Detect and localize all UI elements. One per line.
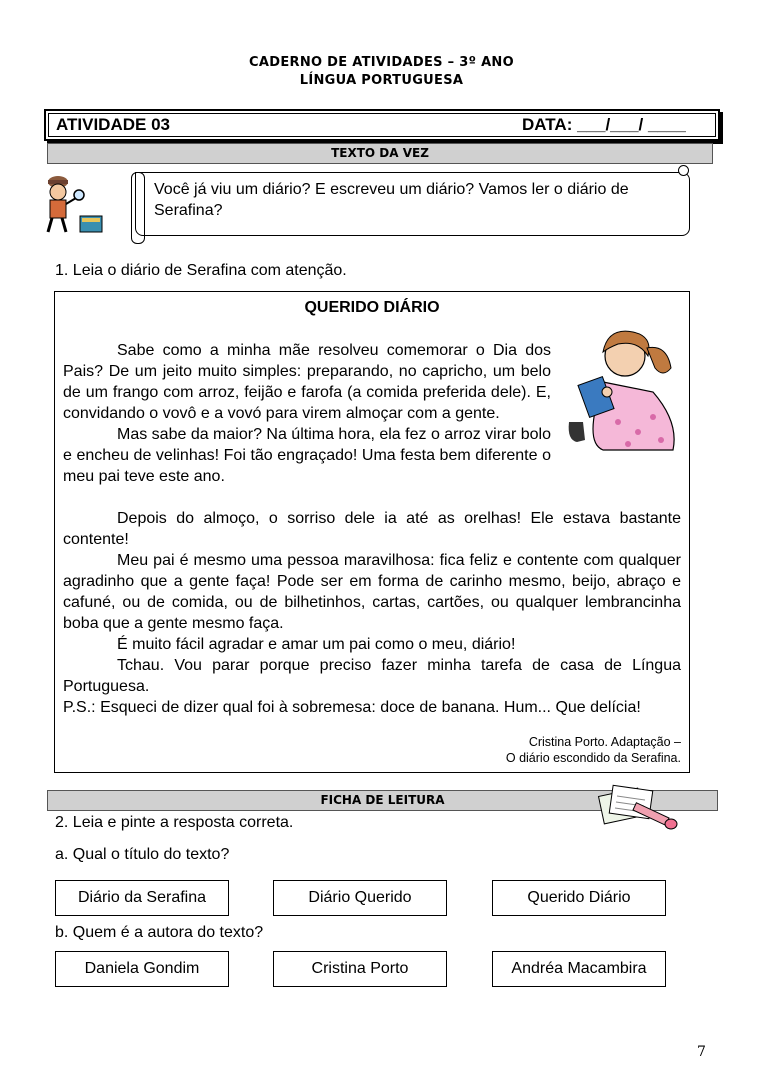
diary-paragraph-4: Meu pai é mesmo uma pessoa maravilhosa: fica feliz e contente com qualquer agradinho que a gente faça! Pode ser em forma de carinho mesmo, beijo, abraço e cafuné, ou de comida, ou de bilhetinhos, cartas, cartões, ou qualquer lembrancinha boba que a gente mesmo faça. [63, 552, 681, 632]
option-a1[interactable]: Diário da Serafina [55, 880, 229, 916]
section-band-texto-da-vez: TEXTO DA VEZ [47, 143, 713, 164]
attribution [281, 734, 681, 766]
girl-reading-illustration [563, 322, 681, 456]
option-a2[interactable]: Diário Querido [273, 880, 447, 916]
activity-box [44, 109, 720, 141]
attribution-line-2: O diário escondido da Serafina. [505, 751, 681, 765]
diary-paragraph-7: P.S.: Esqueci de dizer qual foi à sobremesa: doce de banana. Hum... Que delícia! [63, 699, 641, 716]
diary-text-box [54, 291, 690, 773]
intro-scroll [135, 172, 690, 236]
diary-title: QUERIDO DIÁRIO [304, 299, 440, 316]
page-number: 7 [697, 1044, 706, 1060]
booklet-title: CADERNO DE ATIVIDADES – 3º ANO [249, 55, 514, 70]
section-band-ficha-de-leitura: FICHA DE LEITURA [47, 790, 718, 811]
detective-illustration [38, 172, 106, 238]
intro-text: Você já viu um diário? E escreveu um diário? Vamos ler o diário de Serafina? [154, 181, 629, 219]
diary-paragraph-2: Mas sabe da maior? Na última hora, ela fez o arroz virar bolo e encheu de velinhas! Foi tão engraçado! Uma festa bem diferente o meu pai teve este ano. [63, 426, 551, 485]
option-b3[interactable]: Andréa Macambira [492, 951, 666, 987]
diary-paragraph-3: Depois do almoço, o sorriso dele ia até as orelhas! Ele estava bastante contente! [63, 510, 681, 548]
attribution-line-1: Cristina Porto. Adaptação – [528, 735, 681, 749]
question-1: 1. Leia o diário de Serafina com atenção. [55, 262, 347, 279]
option-b2[interactable]: Cristina Porto [273, 951, 447, 987]
subject-title: LÍNGUA PORTUGUESA [299, 73, 464, 88]
question-2a: a. Qual o título do texto? [55, 846, 230, 863]
diary-paragraph-1: Sabe como a minha mãe resolveu comemorar o Dia dos Pais? De um jeito muito simples: preparando, no capricho, um belo de um frango com arroz, feijão e farofa (a comida preferida dele). E, convidando o vovô e a vovó para virem almoçar com a gente. [63, 342, 551, 422]
diary-paragraph-5: É muito fácil agradar e amar um pai como o meu, diário! [117, 636, 516, 653]
option-b1[interactable]: Daniela Gondim [55, 951, 229, 987]
pencil-paper-illustration [597, 782, 681, 832]
scroll-curl-top [678, 165, 689, 176]
question-2b: b. Quem é a autora do texto? [55, 924, 264, 941]
activity-label: ATIVIDADE 03 [56, 115, 170, 134]
option-a3[interactable]: Querido Diário [492, 880, 666, 916]
date-field: DATA: ___/___/ ____ [522, 115, 686, 134]
diary-paragraph-6: Tchau. Vou parar porque preciso fazer minha tarefa de casa de Língua Portuguesa. [63, 657, 681, 695]
question-2: 2. Leia e pinte a resposta correta. [55, 814, 294, 831]
